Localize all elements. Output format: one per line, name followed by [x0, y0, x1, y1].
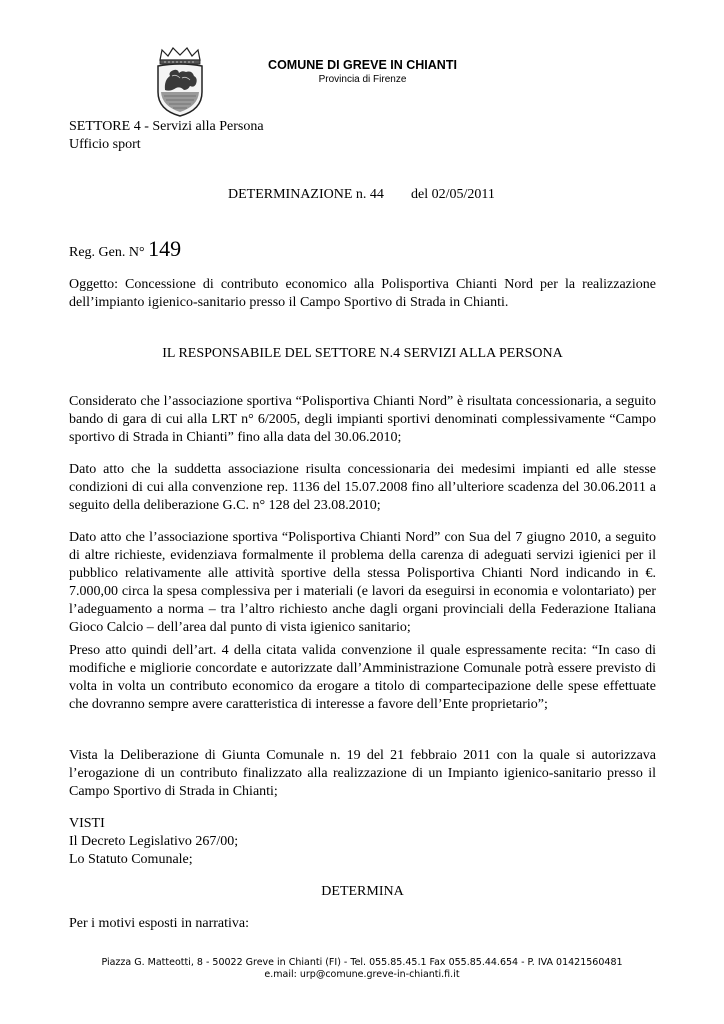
visti-item-statuto: Lo Statuto Comunale;: [69, 852, 193, 867]
closing-line: Per i motivi esposti in narrativa:: [69, 916, 250, 931]
footer-email: e.mail: urp@comune.greve-in-chianti.fi.it: [264, 969, 460, 980]
office-unit: Ufficio sport: [69, 137, 141, 152]
municipality-title: COMUNE DI GREVE IN CHIANTI: [268, 58, 457, 72]
determina-heading: DETERMINA: [321, 884, 404, 899]
paragraph-vista: Vista la Deliberazione di Giunta Comunale n. 19 del 21 febbraio 2011 con la quale si autorizzava l’erogazione di un contributo finalizzato alla realizzazione di un Impianto igienico-sanitario presso il Campo Sportivo di Strada in Chianti;: [69, 748, 656, 799]
registry-number: 149: [148, 236, 182, 261]
paragraph-preso-atto: Preso atto quindi dell’art. 4 della citata valida convenzione il quale espressamente recita: “In caso di modifiche e migliorie concordate e autorizzate dall’Amministrazione Comunale potrà essere previsto di volta in volta un contributo economico da erogare a titolo di compartecipazione delle spese effettuate che dovranno sempre avere caratteristica di interesse a favore dell’Ente proprietario”;: [69, 643, 656, 712]
footer-address: Piazza G. Matteotti, 8 - 50022 Greve in Chianti (FI) - Tel. 055.85.45.1 Fax 055.85.44.654 - P. IVA 01421560481: [101, 957, 623, 968]
responsible-heading: IL RESPONSABILE DEL SETTORE N.4 SERVIZI ALLA PERSONA: [162, 346, 563, 361]
municipal-crest-icon: [152, 46, 208, 118]
visti-item-decreto: Il Decreto Legislativo 267/00;: [69, 834, 239, 849]
sector-label: SETTORE 4 - Servizi alla Persona: [69, 119, 264, 134]
visti-heading: VISTI: [69, 816, 105, 831]
province-subtitle: Provincia di Firenze: [318, 74, 407, 85]
paragraph-dato-atto-1: Dato atto che la suddetta associazione risulta concessionaria dei medesimi impianti ed alle stesse condizioni di cui alla convenzione rep. 1136 del 15.07.2008 fino all’ulteriore scadenza del 30.06.2011 a seguito della deliberazione G.C. n° 128 del 23.08.2010;: [69, 462, 656, 513]
determination-number: DETERMINAZIONE n. 44: [228, 187, 384, 202]
registry-line: [69, 236, 182, 262]
paragraph-considerato: Considerato che l’associazione sportiva “Polisportiva Chianti Nord” è risultata concessionaria, a seguito bando di gara di cui alla LRT n° 6/2005, degli impianti sportivi denominati complessivamente “Campo sportivo di Strada in Chianti” fino alla data del 30.06.2010;: [69, 394, 656, 445]
determination-date: del 02/05/2011: [411, 187, 495, 202]
subject: Oggetto: Concessione di contributo economico alla Polisportiva Chianti Nord per la realizzazione dell’impianto igienico-sanitario presso il Campo Sportivo di Strada in Chianti.: [69, 277, 656, 310]
paragraph-dato-atto-2: Dato atto che l’associazione sportiva “Polisportiva Chianti Nord” con Sua del 7 giugno 2010, a seguito di altre richieste, evidenziava formalmente il problema della carenza di adeguati servizi igienici per il pubblico relativamente alle attività sportive della stessa Polisportiva Chianti Nord indicando in €. 7.000,00 circa la spesa complessiva per i materiali (e lavori da eseguirsi in economia e volontariato) per l’adeguamento a norma – tra l’altro richiesto anche dagli organi provinciali della Federazione Italiana Gioco Calcio – dell’area dal punto di vista igienico sanitario;: [69, 530, 656, 635]
registry-label: Reg. Gen. N°: [69, 245, 145, 260]
